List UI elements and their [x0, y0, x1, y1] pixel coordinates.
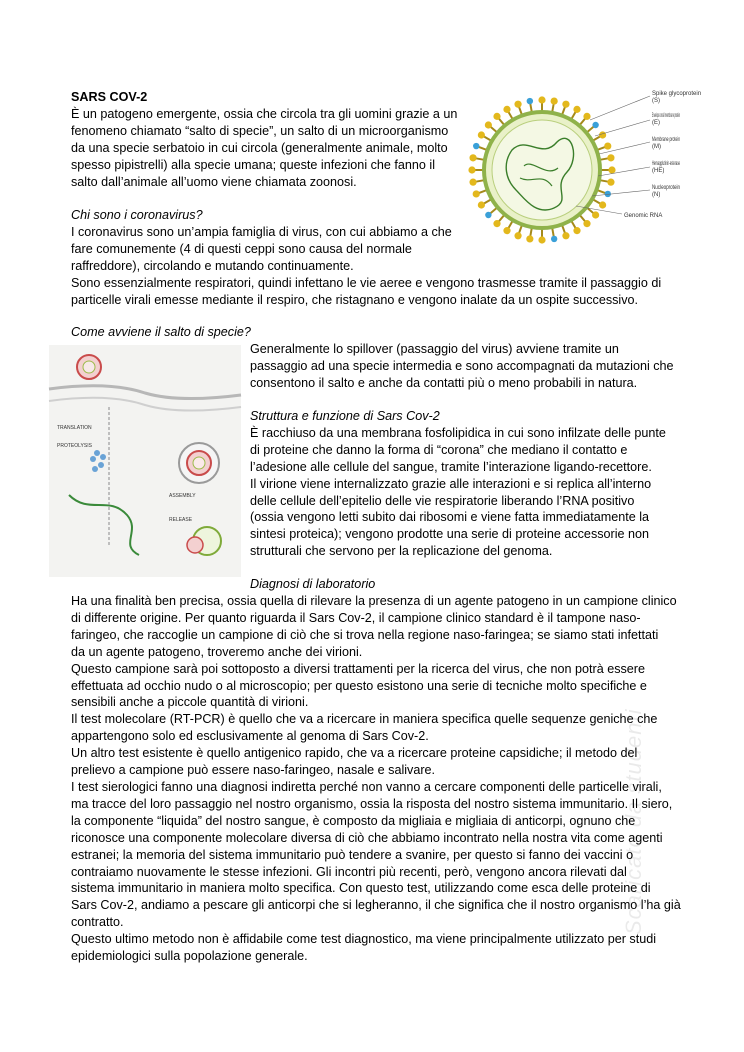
- spike-head-icon: [493, 220, 500, 227]
- virion-diagram: [472, 80, 702, 256]
- paragraph-line: Questo campione sarà poi sottoposto a diversi trattamenti per la ricerca del virus, che non potrà essere: [71, 661, 646, 676]
- paragraph-line: appartengono solo ed esclusivamente al genoma di Sars Cov-2.: [71, 729, 429, 744]
- spike-head-icon: [478, 201, 485, 208]
- label-translation: TRANSLATION: [57, 425, 92, 431]
- paragraph-line: particelle virali emesse mediante il respiro, che ristagnano e vengono inalate da un ospite successivo.: [71, 292, 639, 307]
- label-membrane-abbr: (M): [652, 144, 661, 150]
- intro-line: salto dall’animale all’uomo viene chiamata zoonosi.: [71, 174, 357, 189]
- spike-head-icon: [562, 101, 569, 108]
- paragraph-line: È racchiuso da una membrana fosfolipidica in cui sono infilzate delle punte: [250, 425, 666, 440]
- spike-head-icon: [583, 220, 590, 227]
- spike-head-icon: [583, 113, 590, 120]
- paragraph-line: contratto.: [71, 915, 124, 930]
- paragraph-line: da un agente patogeno, troveremo anche dei virioni.: [71, 644, 363, 659]
- spike-head-icon: [607, 154, 614, 161]
- paragraph-line: delle cellule dell’epitelio delle vie respiratorie liberando l’RNA positivo: [250, 493, 635, 508]
- spike-head-icon: [503, 227, 510, 234]
- paragraph-line: Il test molecolare (RT-PCR) è quello che va a ricercare in maniera specifica quelle sequenze geniche che: [71, 712, 658, 727]
- intro-line: fenomeno chiamato “salto di specie”, un salto di un microorganismo: [71, 123, 449, 138]
- paragraph-line: raffreddore), circolando e mutando continuamente.: [71, 258, 354, 273]
- replication-cycle-diagram: [49, 345, 241, 577]
- paragraph-line: riconosce una componente molecolare diversa di ciò che abbiamo incontrato nella nostra vita come agenti: [71, 830, 663, 845]
- paragraph-line: estranei; la memoria del sistema immunitario può tendere a svanire, per questo si fanno dei vaccini o: [71, 847, 634, 862]
- label-hemagglutinin: Hemagglutinin-esterase: [652, 161, 681, 167]
- paragraph-line: I coronavirus sono un’ampia famiglia di virus, con cui abbiamo a che: [71, 224, 452, 239]
- intro-section: [71, 89, 471, 190]
- spike-head-icon: [573, 227, 580, 234]
- diagnosi-section: [71, 593, 681, 965]
- paragraph-line: epidemiologici sulla popolazione generale.: [71, 949, 308, 964]
- paragraph-line: effettuata ad occhio nudo o al microscopio; per questo esistono una serie di tecniche molto specifiche e: [71, 678, 647, 693]
- spike-head-icon: [599, 201, 606, 208]
- spike-head-icon: [468, 166, 475, 173]
- paragraph-line: consentono il salto e anche da contatti più o meno probabili in natura.: [250, 375, 638, 390]
- spike-head-icon: [608, 166, 615, 173]
- intro-line: spesso pipistrelli) alla specie umana; queste infezioni che fanno il: [71, 157, 436, 172]
- paragraph-line: (ossia vengono letti subito dai ribosomi e viene fatta immediatamente la: [250, 510, 650, 525]
- diagnosi-heading-block: [250, 576, 690, 593]
- label-nucleoprotein: Nucleoprotein: [652, 185, 680, 191]
- paragraph-line: di proteine che danno la forma di “corona” che mediano il contatto e: [250, 442, 628, 457]
- section-heading: Struttura e funzione di Sars Cov-2: [250, 409, 440, 423]
- spike-head-icon: [478, 131, 485, 138]
- spike-head-icon: [551, 97, 558, 104]
- spike-head-icon: [538, 236, 545, 243]
- spike-head-icon: [592, 122, 598, 128]
- spike-head-icon: [485, 212, 491, 218]
- label-envelope-abbr: (E): [652, 120, 660, 126]
- spike-head-icon: [592, 211, 599, 218]
- label-hemagglutinin-abbr: (HE): [652, 168, 665, 174]
- document-title: SARS COV-2: [71, 90, 148, 104]
- virus-particle-endocytosis-icon: [179, 443, 219, 483]
- paragraph-line: ma tracce del loro passaggio nel nostro organismo, ossia la risposta del nostro sistema immunitario. Il siero,: [71, 796, 673, 811]
- spike-head-icon: [599, 131, 606, 138]
- spike-head-icon: [473, 143, 479, 149]
- section-heading: Chi sono i coronavirus?: [71, 208, 203, 222]
- spike-head-icon: [526, 235, 533, 242]
- salto-section: [250, 341, 690, 392]
- label-assembly: ASSEMBLY: [169, 493, 196, 499]
- spike-head-icon: [514, 101, 521, 108]
- spike-head-icon: [485, 121, 492, 128]
- paragraph-line: Il virione viene internalizzato grazie alle interazioni e si replica all’interno: [250, 476, 652, 491]
- paragraph-line: Un altro test esistente è quello antigenico rapido, che va a ricercare proteine capsidiche; il metodo del: [71, 746, 638, 761]
- spike-head-icon: [538, 96, 545, 103]
- label-proteolysis: PROTEOLYSIS: [57, 443, 92, 449]
- label-membrane: Membrane protein: [652, 137, 680, 143]
- label-envelope: Envelope small membrane protein: [652, 113, 680, 119]
- paragraph-line: l’adesione alle cellule del sangue, tramite l’interazione ligando-recettore.: [250, 459, 652, 474]
- section-heading: Come avviene il salto di specie?: [71, 325, 251, 339]
- paragraph-line: Generalmente lo spillover (passaggio del virus) avviene tramite un: [250, 342, 619, 356]
- salto-heading-block: [71, 324, 671, 341]
- paragraph-line: Questo ultimo metodo non è affidabile come test diagnostico, ma viene principalmente utilizzato per studi: [71, 932, 657, 947]
- paragraph-line: prelievo a campione può essere naso-faringeo, nasale e salivare.: [71, 763, 436, 778]
- spike-head-icon: [562, 232, 569, 239]
- virus-particle-top-icon: [77, 355, 101, 379]
- label-spike-abbr: (S): [652, 98, 660, 104]
- label-nucleoprotein-abbr: (N): [652, 192, 661, 198]
- intro-line: da una specie serbatoio in cui circola (generalmente animale, molto: [71, 140, 448, 155]
- intro-line: È un patogeno emergente, ossia che circola tra gli uomini grazie a un: [71, 106, 458, 121]
- spike-head-icon: [527, 98, 533, 104]
- spike-head-icon: [503, 106, 510, 113]
- spike-head-icon: [573, 106, 580, 113]
- struttura-section: [250, 408, 690, 560]
- paragraph-line: Sono essenzialmente respiratori, quindi infettano le vie aeree e vengono trasmesse tramite il passaggio di: [71, 275, 662, 290]
- watermark: Scaricato da studenti: [621, 708, 646, 935]
- paragraph-line: la componente “liquida” del nostro sangue, è composto da migliaia e migliaia di anticorpi, ognuno che: [71, 813, 636, 828]
- section-heading: Diagnosi di laboratorio: [250, 577, 376, 591]
- paragraph-line: di differente origine. Per quanto riguarda il Sars Cov-2, il campione clinico standard è il tampone naso-: [71, 610, 641, 625]
- spike-head-icon: [469, 179, 476, 186]
- spike-head-icon: [604, 142, 611, 149]
- label-release: RELEASE: [169, 517, 193, 523]
- label-spike: Spike glycoprotein: [652, 91, 702, 97]
- paragraph-line: sistema immunitario in maniera molto specifica. Con questo test, utilizzando come esca delle proteine di: [71, 881, 651, 896]
- paragraph-line: Sars Cov-2, andiamo a pescare gli anticorpi che si legheranno, il che significa che il nostro organismo l’ha già: [71, 898, 681, 913]
- spike-head-icon: [473, 190, 480, 197]
- spike-head-icon: [607, 179, 614, 186]
- paragraph-line: passaggio ad una specie intermedia e sono accompagnati da mutazioni che: [250, 358, 674, 373]
- spike-head-icon: [493, 113, 500, 120]
- paragraph-line: I test sierologici fanno una diagnosi indiretta perché non vanno a cercare componenti delle particelle virali,: [71, 779, 662, 794]
- paragraph-line: sensibili anche a piccole quantità di virioni.: [71, 695, 309, 710]
- paragraph-line: strutturali che servono per la replicazione del genoma.: [250, 544, 553, 559]
- paragraph-line: sintesi proteica); vengono prodotte una serie di proteine accessorie non: [250, 527, 650, 542]
- spike-head-icon: [514, 232, 521, 239]
- paragraph-line: Ha una finalità ben precisa, ossia quella di rilevare la presenza di un agente patogeno in un campione clinico: [71, 594, 677, 608]
- paragraph-line: faringeo, che raccoglie un campione di ciò che si trova nella regione naso-faringea; se siamo stati infettati: [71, 627, 659, 642]
- label-genomic-rna: Genomic RNA: [624, 213, 663, 219]
- spike-head-icon: [469, 154, 476, 161]
- paragraph-line: fare comunemente (4 di questi ceppi sono causa del normale: [71, 241, 412, 256]
- replication-cycle-figure: [49, 345, 241, 577]
- spike-head-icon: [551, 236, 557, 242]
- paragraph-line: contraiamo nuovamente le stesse infezioni. Gli incontri più recenti, però, vengono ancora rilevati dal: [71, 864, 627, 879]
- coronavirus-virion-figure: [472, 80, 702, 256]
